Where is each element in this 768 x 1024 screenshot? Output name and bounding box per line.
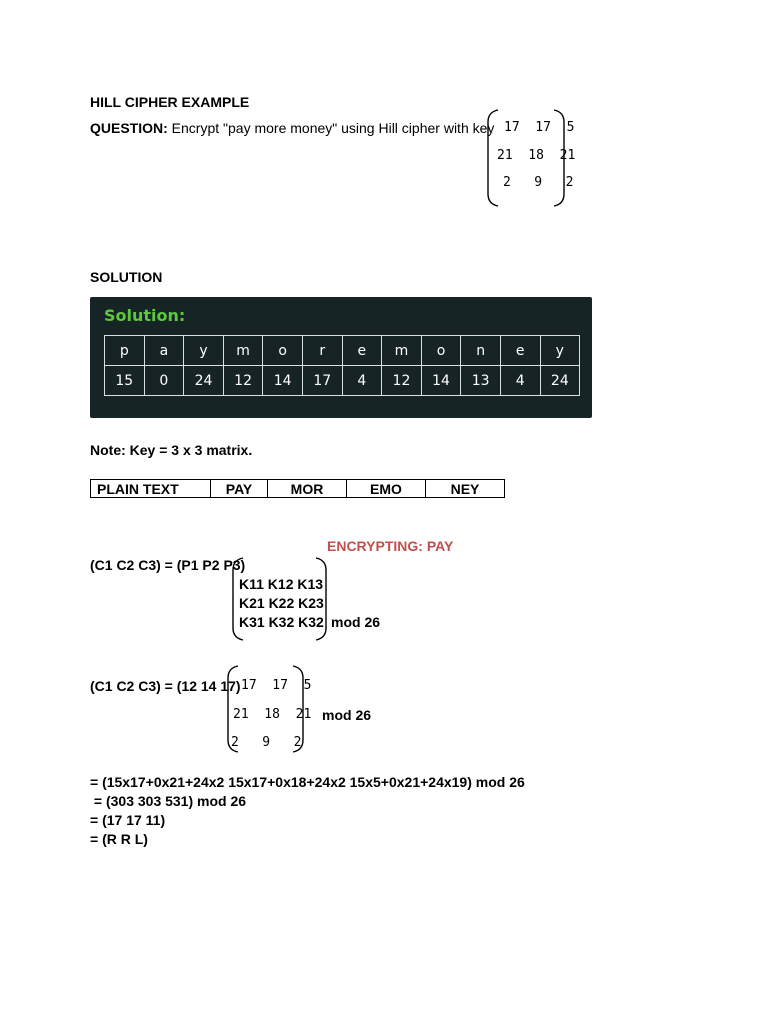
solution-image-title: Solution: (104, 306, 186, 325)
block-mor: MOR (268, 480, 347, 498)
mod-label: mod 26 (331, 614, 381, 630)
number-cell: 12 (223, 366, 263, 396)
k-matrix-row-3: K31 K32 K32 (239, 614, 324, 630)
number-cell: 17 (302, 366, 342, 396)
number-cell: 24 (184, 366, 224, 396)
question-line (90, 120, 494, 136)
plain-text-row (91, 480, 505, 498)
key-matrix-row-2: 21 18 21 (497, 148, 576, 163)
number-cell: 4 (500, 366, 540, 396)
numbers-row (105, 366, 580, 396)
letter-cell: p (105, 336, 145, 366)
number-cell: 14 (263, 366, 303, 396)
step-2: = (303 303 531) mod 26 (90, 793, 247, 809)
number-cell: 4 (342, 366, 382, 396)
key-matrix-row-1: 17 17 5 (504, 120, 575, 135)
letter-cell: e (342, 336, 382, 366)
letter-cell: a (144, 336, 184, 366)
key-matrix2-row-2: 21 18 21 (233, 707, 312, 722)
question-text: Encrypt "pay more money" using Hill cipher with key (171, 120, 495, 136)
number-cell: 15 (105, 366, 145, 396)
k-matrix-row-1: K11 K12 K13 (239, 576, 324, 592)
letter-cell: o (263, 336, 303, 366)
letter-cell: m (382, 336, 422, 366)
letter-cell: m (223, 336, 263, 366)
number-cell: 13 (461, 366, 501, 396)
number-cell: 0 (144, 366, 184, 396)
block-emo: EMO (347, 480, 426, 498)
key-matrix2-row-3: 2 9 2 (231, 735, 302, 750)
formula-general: (C1 C2 C3) = (P1 P2 P3) (90, 557, 246, 573)
letter-number-table (104, 335, 580, 396)
block-pay: PAY (211, 480, 268, 498)
letter-cell: o (421, 336, 461, 366)
step-4: = (R R L) (90, 831, 148, 847)
letter-cell: r (302, 336, 342, 366)
plain-text-header: PLAIN TEXT (91, 480, 211, 498)
letter-cell: n (461, 336, 501, 366)
number-cell: 24 (540, 366, 580, 396)
number-cell: 12 (382, 366, 422, 396)
question-label: QUESTION: (90, 120, 168, 136)
number-cell: 14 (421, 366, 461, 396)
block-ney: NEY (426, 480, 505, 498)
letter-cell: y (184, 336, 224, 366)
mod-label-2: mod 26 (322, 707, 372, 723)
key-matrix2-row-1: 17 17 5 (241, 678, 312, 693)
encrypting-label: ENCRYPTING: PAY (327, 538, 454, 554)
step-1: = (15x17+0x21+24x2 15x17+0x18+24x2 15x5+0x21+24x19) mod 26 (90, 774, 525, 790)
key-matrix-row-3: 2 9 2 (503, 175, 574, 190)
step-3: = (17 17 11) (90, 812, 166, 828)
note-text: Note: Key = 3 x 3 matrix. (90, 442, 253, 458)
k-matrix-row-2: K21 K22 K23 (239, 595, 324, 611)
page-title: HILL CIPHER EXAMPLE (90, 94, 250, 110)
letter-cell: e (500, 336, 540, 366)
solution-heading: SOLUTION (90, 269, 163, 285)
plain-text-table (90, 479, 505, 498)
letter-cell: y (540, 336, 580, 366)
letters-row (105, 336, 580, 366)
formula-substituted: (C1 C2 C3) = (12 14 17) (90, 678, 241, 694)
